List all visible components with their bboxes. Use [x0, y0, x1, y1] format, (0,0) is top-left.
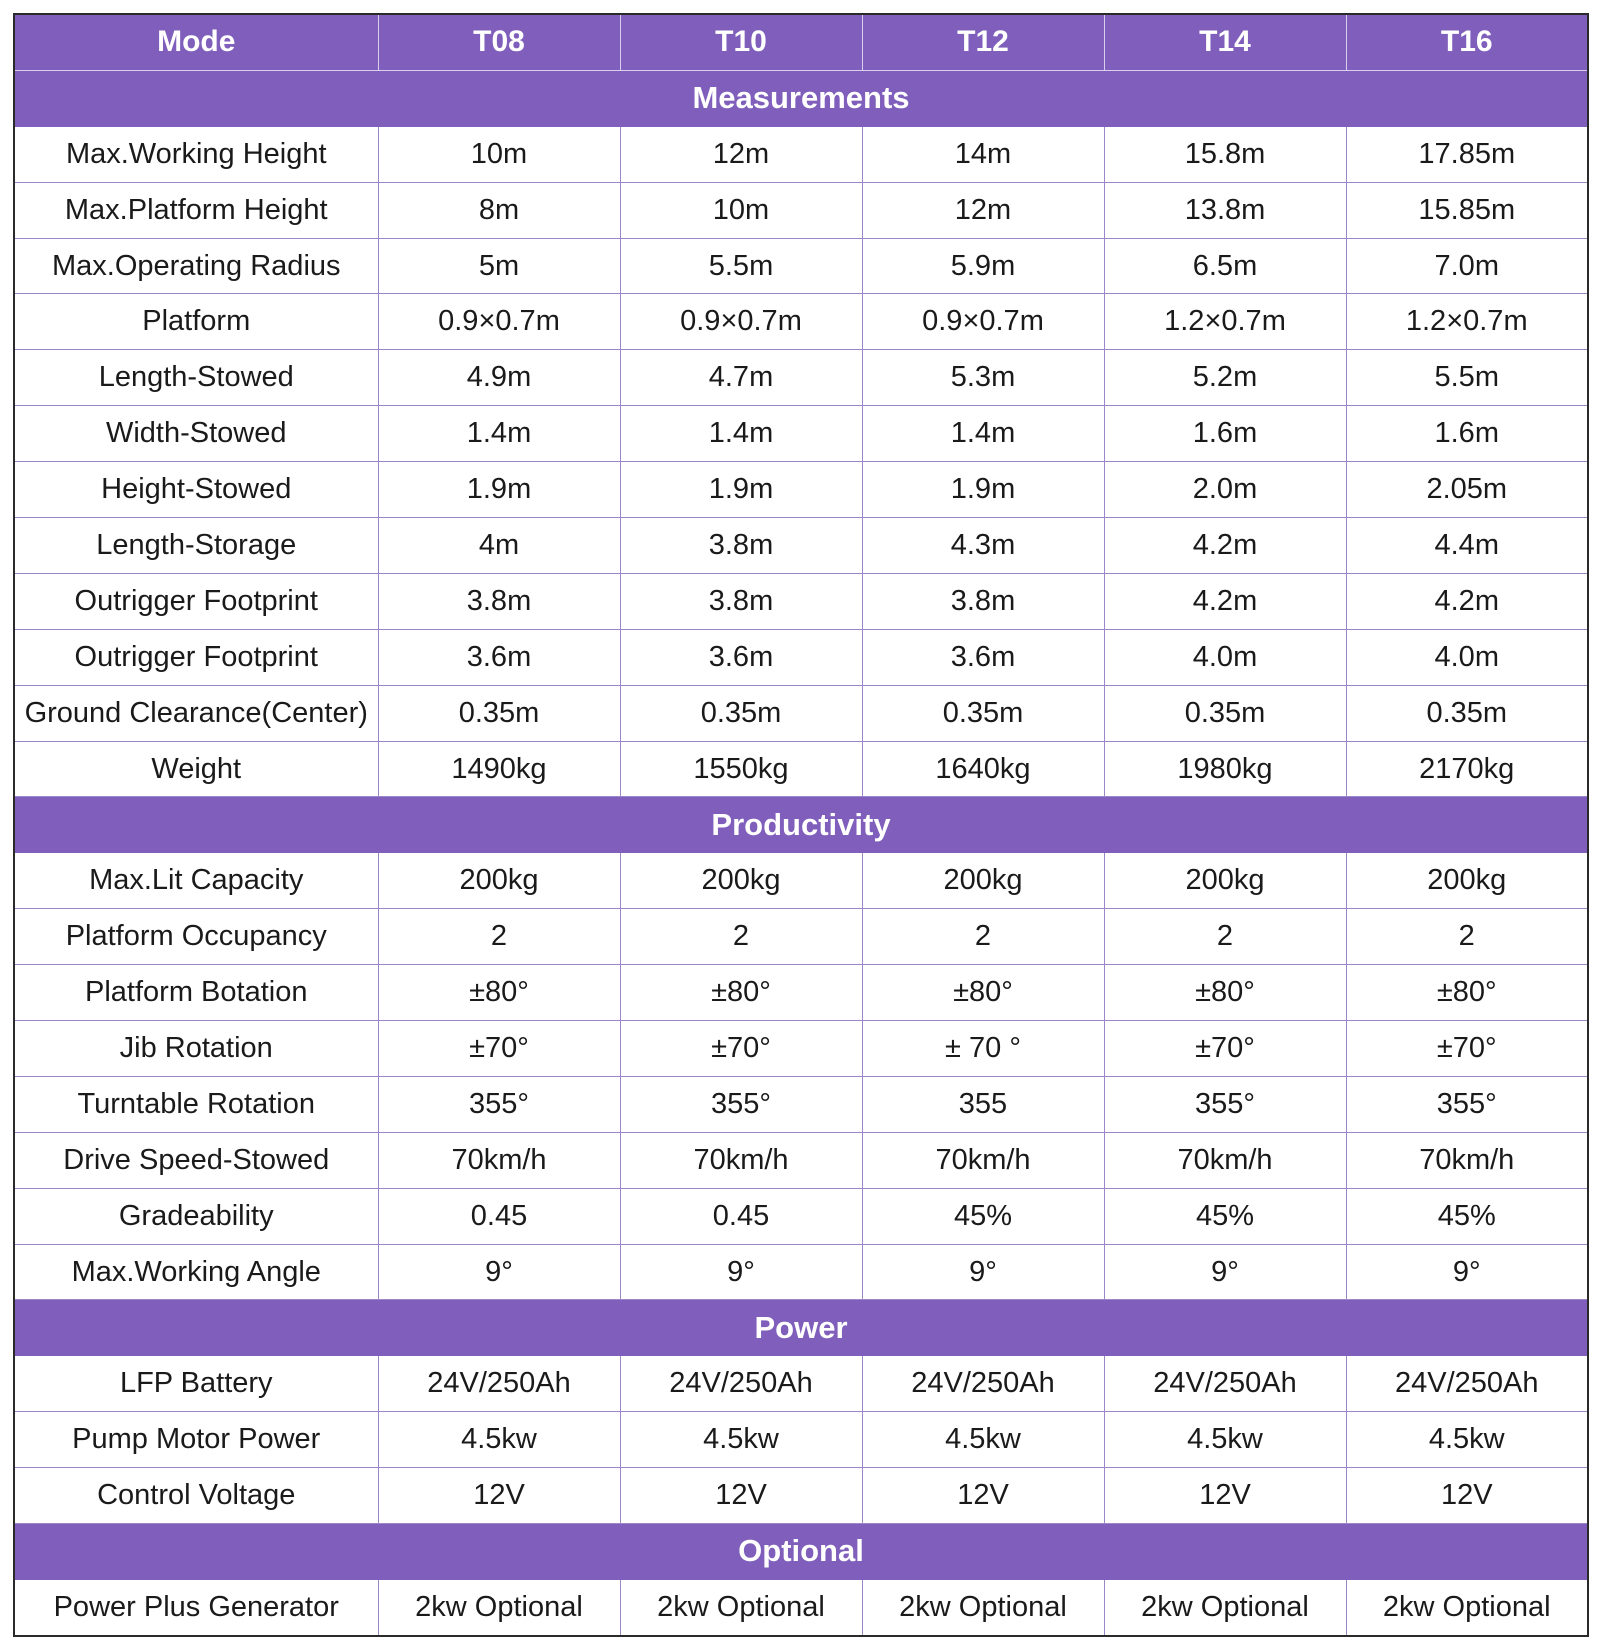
table-cell: 3.6m	[862, 629, 1104, 685]
table-row	[14, 1076, 1588, 1132]
table-cell: 24V/250Ah	[620, 1356, 862, 1412]
table-cell: 355°	[1346, 1076, 1588, 1132]
row-label: Gradeability	[14, 1188, 378, 1244]
table-cell: 9°	[620, 1244, 862, 1300]
table-cell: 9°	[862, 1244, 1104, 1300]
row-label: Width-Stowed	[14, 406, 378, 462]
table-cell: 9°	[1346, 1244, 1588, 1300]
table-cell: 10m	[620, 182, 862, 238]
table-cell: 2	[620, 909, 862, 965]
table-row	[14, 741, 1588, 797]
table-cell: 3.6m	[620, 629, 862, 685]
table-cell: 12m	[862, 182, 1104, 238]
table-cell: 14m	[862, 126, 1104, 182]
table-cell: 1980kg	[1104, 741, 1346, 797]
row-label: Outrigger Footprint	[14, 573, 378, 629]
table-cell: 1.9m	[620, 462, 862, 518]
row-label: Max.Working Height	[14, 126, 378, 182]
table-cell: 4.2m	[1104, 518, 1346, 574]
header-model: T16	[1346, 14, 1588, 70]
row-label: Pump Motor Power	[14, 1412, 378, 1468]
table-cell: 12V	[1104, 1468, 1346, 1524]
table-cell: 5.5m	[1346, 350, 1588, 406]
header-row	[14, 14, 1588, 70]
table-cell: 355°	[378, 1076, 620, 1132]
header-model: T08	[378, 14, 620, 70]
table-cell: 1.6m	[1104, 406, 1346, 462]
table-cell: 45%	[862, 1188, 1104, 1244]
table-cell: 4.5kw	[378, 1412, 620, 1468]
table-cell: 2kw Optional	[1104, 1579, 1346, 1635]
row-label: Power Plus Generator	[14, 1579, 378, 1635]
table-row	[14, 909, 1588, 965]
table-cell: 0.9×0.7m	[862, 294, 1104, 350]
table-cell: 0.35m	[1104, 685, 1346, 741]
table-cell: 5.9m	[862, 238, 1104, 294]
row-label: Platform Occupancy	[14, 909, 378, 965]
table-cell: ±80°	[862, 965, 1104, 1021]
table-cell: 2kw Optional	[862, 1579, 1104, 1635]
table-cell: 10m	[378, 126, 620, 182]
table-cell: 3.8m	[620, 518, 862, 574]
table-cell: 8m	[378, 182, 620, 238]
table-cell: 15.85m	[1346, 182, 1588, 238]
table-cell: ±70°	[1104, 1021, 1346, 1077]
table-cell: ±80°	[378, 965, 620, 1021]
row-label: Ground Clearance(Center)	[14, 685, 378, 741]
table-cell: 12V	[620, 1468, 862, 1524]
table-cell: 17.85m	[1346, 126, 1588, 182]
section-row	[14, 1300, 1588, 1356]
table-cell: 1.2×0.7m	[1346, 294, 1588, 350]
table-cell: 1550kg	[620, 741, 862, 797]
table-cell: ±70°	[1346, 1021, 1588, 1077]
row-label: Weight	[14, 741, 378, 797]
table-cell: 0.9×0.7m	[378, 294, 620, 350]
table-cell: 0.35m	[378, 685, 620, 741]
row-label: Drive Speed-Stowed	[14, 1132, 378, 1188]
table-cell: 12V	[378, 1468, 620, 1524]
table-cell: 9°	[378, 1244, 620, 1300]
table-cell: 2.05m	[1346, 462, 1588, 518]
spec-table	[13, 13, 1589, 1637]
header-model: T14	[1104, 14, 1346, 70]
row-label: Platform Botation	[14, 965, 378, 1021]
table-row	[14, 518, 1588, 574]
table-cell: ±80°	[1346, 965, 1588, 1021]
table-cell: 1640kg	[862, 741, 1104, 797]
row-label: LFP Battery	[14, 1356, 378, 1412]
table-row	[14, 573, 1588, 629]
table-cell: 200kg	[1104, 853, 1346, 909]
table-cell: 45%	[1104, 1188, 1346, 1244]
table-cell: 2	[862, 909, 1104, 965]
table-cell: 24V/250Ah	[1104, 1356, 1346, 1412]
table-cell: 4.5kw	[1104, 1412, 1346, 1468]
table-cell: 2	[378, 909, 620, 965]
table-row	[14, 238, 1588, 294]
table-cell: 1.4m	[378, 406, 620, 462]
table-cell: 12m	[620, 126, 862, 182]
section-row	[14, 1524, 1588, 1580]
table-cell: 13.8m	[1104, 182, 1346, 238]
table-cell: 7.0m	[1346, 238, 1588, 294]
table-cell: 4.2m	[1346, 573, 1588, 629]
table-cell: 4.0m	[1346, 629, 1588, 685]
table-row	[14, 1188, 1588, 1244]
table-cell: 1.4m	[862, 406, 1104, 462]
spec-sheet	[13, 13, 1587, 1637]
table-cell: 15.8m	[1104, 126, 1346, 182]
table-cell: 355°	[1104, 1076, 1346, 1132]
table-cell: 355°	[620, 1076, 862, 1132]
table-cell: 200kg	[1346, 853, 1588, 909]
table-cell: 70km/h	[620, 1132, 862, 1188]
header-model: T12	[862, 14, 1104, 70]
table-cell: 24V/250Ah	[862, 1356, 1104, 1412]
row-label: Max.Platform Height	[14, 182, 378, 238]
table-cell: ±80°	[620, 965, 862, 1021]
table-cell: 355	[862, 1076, 1104, 1132]
table-cell: 4.4m	[1346, 518, 1588, 574]
section-title: Measurements	[14, 70, 1588, 126]
table-cell: 12V	[1346, 1468, 1588, 1524]
table-row	[14, 965, 1588, 1021]
table-cell: 24V/250Ah	[1346, 1356, 1588, 1412]
table-cell: 2170kg	[1346, 741, 1588, 797]
table-cell: 3.6m	[378, 629, 620, 685]
table-cell: 0.45	[378, 1188, 620, 1244]
row-label: Max.Operating Radius	[14, 238, 378, 294]
table-row	[14, 685, 1588, 741]
table-row	[14, 1244, 1588, 1300]
table-row	[14, 1412, 1588, 1468]
table-cell: 5m	[378, 238, 620, 294]
table-cell: 70km/h	[378, 1132, 620, 1188]
header-model: T10	[620, 14, 862, 70]
table-cell: 2kw Optional	[378, 1579, 620, 1635]
table-row	[14, 1579, 1588, 1635]
row-label: Platform	[14, 294, 378, 350]
table-cell: 1490kg	[378, 741, 620, 797]
spec-body	[14, 70, 1588, 1635]
table-row	[14, 294, 1588, 350]
table-cell: 1.9m	[378, 462, 620, 518]
table-cell: 24V/250Ah	[378, 1356, 620, 1412]
section-row	[14, 797, 1588, 853]
table-cell: 70km/h	[862, 1132, 1104, 1188]
header-mode: Mode	[14, 14, 378, 70]
table-cell: 1.4m	[620, 406, 862, 462]
table-cell: 9°	[1104, 1244, 1346, 1300]
table-cell: 200kg	[862, 853, 1104, 909]
table-cell: 4.7m	[620, 350, 862, 406]
table-row	[14, 126, 1588, 182]
table-cell: 0.35m	[1346, 685, 1588, 741]
table-cell: 4.3m	[862, 518, 1104, 574]
table-cell: 12V	[862, 1468, 1104, 1524]
table-cell: ±80°	[1104, 965, 1346, 1021]
table-cell: 4.5kw	[620, 1412, 862, 1468]
table-cell: 2kw Optional	[620, 1579, 862, 1635]
row-label: Outrigger Footprint	[14, 629, 378, 685]
table-cell: 4.0m	[1104, 629, 1346, 685]
table-row	[14, 1132, 1588, 1188]
table-row	[14, 1021, 1588, 1077]
table-row	[14, 1468, 1588, 1524]
table-cell: 1.9m	[862, 462, 1104, 518]
section-title: Productivity	[14, 797, 1588, 853]
table-cell: 70km/h	[1346, 1132, 1588, 1188]
table-cell: 5.3m	[862, 350, 1104, 406]
table-row	[14, 406, 1588, 462]
table-cell: 3.8m	[378, 573, 620, 629]
table-cell: ±70°	[620, 1021, 862, 1077]
table-cell: 2.0m	[1104, 462, 1346, 518]
table-row	[14, 462, 1588, 518]
table-cell: 200kg	[378, 853, 620, 909]
table-cell: 4.9m	[378, 350, 620, 406]
table-cell: 1.6m	[1346, 406, 1588, 462]
row-label: Turntable Rotation	[14, 1076, 378, 1132]
table-cell: 3.8m	[862, 573, 1104, 629]
table-cell: 70km/h	[1104, 1132, 1346, 1188]
row-label: Height-Stowed	[14, 462, 378, 518]
row-label: Length-Storage	[14, 518, 378, 574]
table-cell: 4.2m	[1104, 573, 1346, 629]
table-cell: 4.5kw	[1346, 1412, 1588, 1468]
section-title: Power	[14, 1300, 1588, 1356]
table-cell: 0.35m	[620, 685, 862, 741]
table-row	[14, 350, 1588, 406]
table-cell: ±70°	[378, 1021, 620, 1077]
table-cell: 5.5m	[620, 238, 862, 294]
row-label: Jib Rotation	[14, 1021, 378, 1077]
table-cell: 5.2m	[1104, 350, 1346, 406]
section-title: Optional	[14, 1524, 1588, 1580]
row-label: Length-Stowed	[14, 350, 378, 406]
table-row	[14, 853, 1588, 909]
table-cell: 0.45	[620, 1188, 862, 1244]
table-cell: 1.2×0.7m	[1104, 294, 1346, 350]
table-cell: 6.5m	[1104, 238, 1346, 294]
table-cell: 0.35m	[862, 685, 1104, 741]
table-cell: 0.9×0.7m	[620, 294, 862, 350]
table-cell: 2	[1104, 909, 1346, 965]
row-label: Max.Lit Capacity	[14, 853, 378, 909]
row-label: Max.Working Angle	[14, 1244, 378, 1300]
table-cell: 200kg	[620, 853, 862, 909]
table-row	[14, 182, 1588, 238]
table-row	[14, 1356, 1588, 1412]
table-cell: 3.8m	[620, 573, 862, 629]
table-cell: 45%	[1346, 1188, 1588, 1244]
table-cell: 2kw Optional	[1346, 1579, 1588, 1635]
table-cell: ± 70 °	[862, 1021, 1104, 1077]
row-label: Control Voltage	[14, 1468, 378, 1524]
section-row	[14, 70, 1588, 126]
table-cell: 2	[1346, 909, 1588, 965]
table-cell: 4.5kw	[862, 1412, 1104, 1468]
table-cell: 4m	[378, 518, 620, 574]
table-row	[14, 629, 1588, 685]
